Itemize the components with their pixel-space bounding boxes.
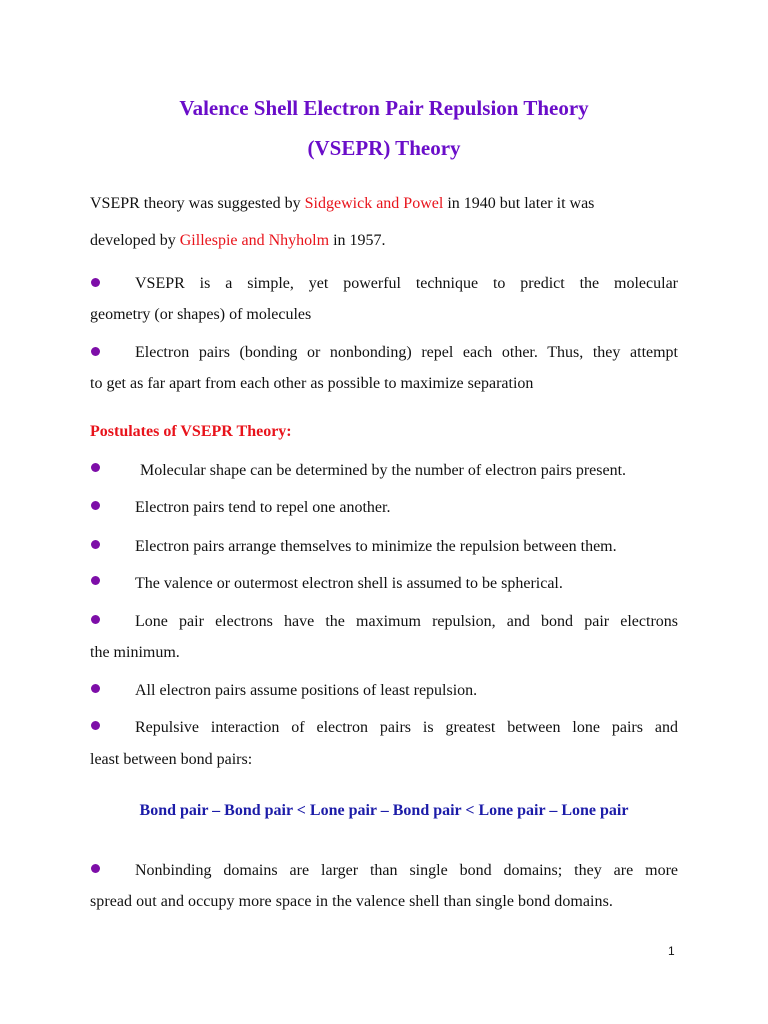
postulate-6: All electron pairs assume positions of least repulsion.	[135, 682, 478, 699]
title-line-1: Valence Shell Electron Pair Repulsion Theory	[179, 96, 589, 120]
postulate-5-line-2: the minimum.	[90, 644, 180, 661]
bullet-icon	[91, 576, 100, 585]
bullet-icon	[91, 501, 100, 510]
postulate-7-line-1: Repulsive interaction of electron pairs is greatest between lone pairs and	[135, 719, 678, 736]
postulates-heading: Postulates of VSEPR Theory:	[90, 423, 292, 440]
bullet-icon	[91, 864, 100, 873]
intro-line-2	[90, 231, 678, 251]
intro-text: VSEPR theory was suggested by	[90, 195, 305, 212]
intro-bullet-2-line-2: to get as far apart from each other as possible to maximize separation	[90, 375, 534, 392]
repulsion-order: Bond pair – Bond pair < Lone pair – Bond pair < Lone pair – Lone pair	[139, 802, 629, 819]
bullet-icon	[91, 721, 100, 730]
title-line-2: (VSEPR) Theory	[307, 136, 461, 160]
bullet-icon	[91, 463, 100, 472]
bullet-icon	[91, 278, 100, 287]
intro-text: in 1957.	[329, 232, 386, 249]
postulate-2: Electron pairs tend to repel one another.	[135, 499, 391, 516]
intro-text: developed by	[90, 232, 180, 249]
intro-line-1	[90, 194, 678, 214]
postulate-5-line-1: Lone pair electrons have the maximum repulsion, and bond pair electrons	[135, 613, 678, 630]
last-bullet-line-2: spread out and occupy more space in the valence shell than single bond domains.	[90, 893, 613, 910]
intro-bullet-2-line-1: Electron pairs (bonding or nonbonding) repel each other. Thus, they attempt	[135, 344, 678, 361]
bullet-icon	[91, 540, 100, 549]
postulate-7-line-2: least between bond pairs:	[90, 751, 253, 768]
bullet-icon	[91, 347, 100, 356]
intro-authors-2: Gillespie and Nhyholm	[179, 232, 330, 249]
page-number: 1	[668, 944, 675, 958]
intro-bullet-1-line-1: VSEPR is a simple, yet powerful technique to predict the molecular	[135, 275, 678, 292]
postulate-1: Molecular shape can be determined by the number of electron pairs present.	[140, 462, 627, 479]
bullet-icon	[91, 684, 100, 693]
intro-bullet-1-line-2: geometry (or shapes) of molecules	[90, 306, 312, 323]
intro-text: in 1940 but later it was	[443, 195, 595, 212]
bullet-icon	[91, 615, 100, 624]
postulate-3: Electron pairs arrange themselves to minimize the repulsion between them.	[135, 538, 617, 555]
postulate-4: The valence or outermost electron shell is assumed to be spherical.	[135, 575, 563, 592]
last-bullet-line-1: Nonbinding domains are larger than single bond domains; they are more	[135, 862, 678, 879]
intro-authors-1: Sidgewick and Powel	[304, 195, 444, 212]
